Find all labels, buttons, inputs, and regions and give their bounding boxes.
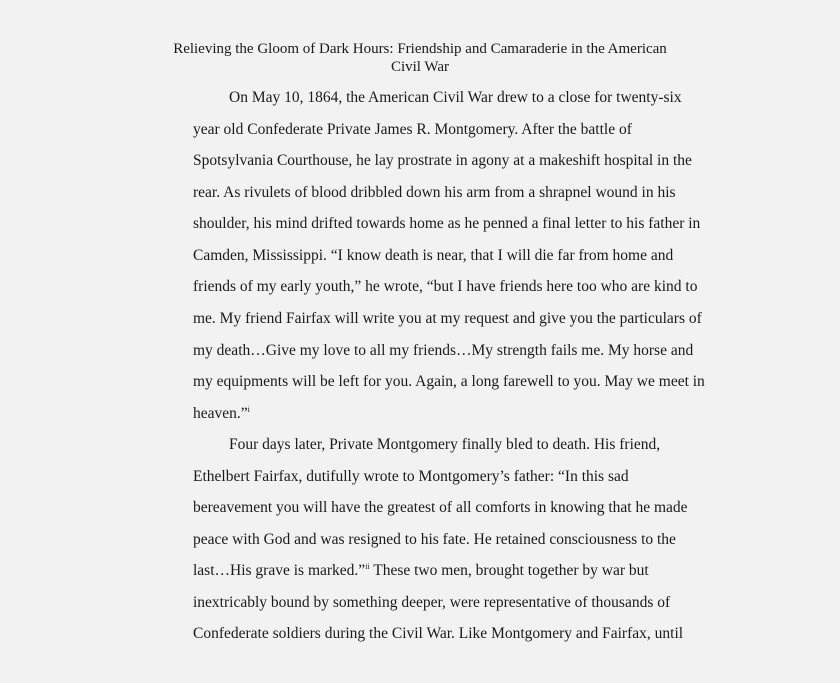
body-text-line: On May 10, 1864, the American Civil War drew to a close for twenty-six <box>229 89 682 106</box>
body-text-line: Confederate soldiers during the Civil War. Like Montgomery and Fairfax, until <box>193 625 684 642</box>
body-text-line: my death…Give my love to all my friends…My strength fails me. My horse and <box>193 342 694 359</box>
body-text-line: my equipments will be left for you. Again, a long farewell to you. May we meet in <box>193 373 705 390</box>
footnote-marker: i <box>247 404 250 414</box>
body-text-line <box>193 561 649 581</box>
body-text-fragment: These two men, brought together by war but <box>369 562 649 579</box>
body-text-line: Ethelbert Fairfax, dutifully wrote to Montgomery’s father: “In this sad <box>193 468 629 485</box>
footnote-marker: ii <box>365 561 370 571</box>
document-title-line-1: Relieving the Gloom of Dark Hours: Friendship and Camaraderie in the American <box>173 41 667 57</box>
body-text-line: bereavement you will have the greatest of all comforts in knowing that he made <box>193 499 688 516</box>
body-text-fragment: last…His grave is marked.” <box>193 562 366 579</box>
body-text-line <box>193 404 250 424</box>
body-text-line: Camden, Mississippi. “I know death is near, that I will die far from home and <box>193 247 674 264</box>
body-text-line: friends of my early youth,” he wrote, “but I have friends here too who are kind to <box>193 278 698 295</box>
body-text-line: Four days later, Private Montgomery finally bled to death. His friend, <box>229 436 661 453</box>
document-title-line-2: Civil War <box>390 59 450 75</box>
body-text-line: Spotsylvania Courthouse, he lay prostrate in agony at a makeshift hospital in the <box>193 152 692 169</box>
body-text-line: me. My friend Fairfax will write you at my request and give you the particulars of <box>193 310 702 327</box>
body-text-fragment: heaven.” <box>193 405 248 422</box>
body-text-line: year old Confederate Private James R. Montgomery. After the battle of <box>193 121 632 138</box>
body-text-line: peace with God and was resigned to his fate. He retained consciousness to the <box>193 531 676 548</box>
body-text-line: shoulder, his mind drifted towards home as he penned a final letter to his father in <box>193 215 701 232</box>
body-text-line: rear. As rivulets of blood dribbled down his arm from a shrapnel wound in his <box>193 184 676 201</box>
body-text-line: inextricably bound by something deeper, were representative of thousands of <box>193 594 671 611</box>
